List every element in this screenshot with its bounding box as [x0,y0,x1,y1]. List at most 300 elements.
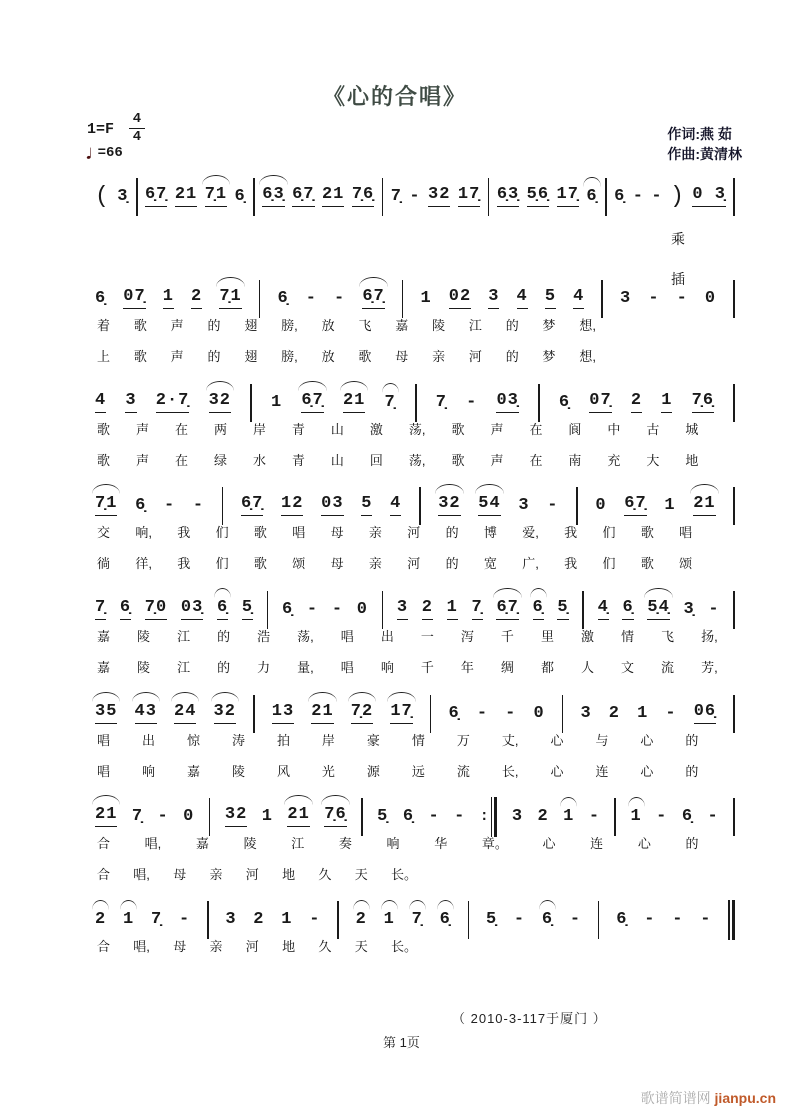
note-token: 7̣1 [205,185,227,207]
lyric-syllable: 翅 [244,318,258,333]
note-token: 4 [95,391,106,413]
system-5 [95,700,735,779]
barline [361,798,363,836]
lyric-syllable: 唱 [340,629,354,644]
note-token: 6̣ [448,704,460,723]
lyric-syllable: 心 [640,733,654,748]
lyric-syllable: 人 [580,660,594,675]
note-token: 2·7̣ [156,391,190,413]
lyric-syllable: 绿 [213,453,227,468]
lyric-syllable: 们 [602,556,616,571]
lyric-syllable: 宽 [483,556,497,571]
lyric-syllable: 母 [330,556,344,571]
note-token: 7̣ [150,910,163,929]
note-token: 17̣ [557,185,579,207]
lyric-syllable: 亲 [368,556,382,571]
lyric-syllable: 里 [540,629,554,644]
barline [733,695,735,733]
lyric-syllable: 的 [685,836,699,851]
note-token: 7̣1 [95,494,117,516]
note-token: 7̣6̣ [352,185,374,207]
lyric-syllable: 连 [595,764,609,779]
note-token: - [192,496,205,515]
lyric-syllable: 想, [579,318,596,333]
lyric-syllable: 回 [369,453,383,468]
note-token: 21 [95,805,117,827]
lyric-syllable: 都 [540,660,554,675]
lyric-syllable: 情 [621,629,635,644]
note-token: 2 [608,704,620,723]
barline [733,384,735,422]
barline [614,798,616,836]
system-1 [95,285,735,364]
note-token: - [656,807,668,826]
lyric-syllable: 爱, [522,525,539,540]
note-token: 32 [214,702,236,724]
note-token: 0 [183,807,195,826]
note-token: 6̣7̣ [624,494,646,516]
note-token: - [547,496,559,515]
note-token: 7̣0 [145,598,167,620]
lyric-syllable: 流 [661,660,675,675]
note-token: 32 [438,494,460,516]
lyric-syllable: 心 [550,764,564,779]
lyric-line [97,553,692,572]
note-token: 03̣ [496,391,518,413]
lyric-syllable: 们 [602,525,616,540]
lyric-syllable: 情 [411,733,425,748]
lyric-syllable: 浩 [257,629,271,644]
note-token: 6̣ [533,598,544,620]
note-token: 1 [281,910,293,929]
lyric-syllable: 博 [483,525,497,540]
note-token: 12 [281,494,303,516]
note-token: - [707,807,719,826]
note-token: 1 [447,598,458,620]
note-token: - [672,910,684,929]
lyric-line [97,833,699,852]
note-token: 6̣ [95,289,107,308]
barline [222,487,224,525]
notation-line [95,906,735,930]
lyric-syllable: 歌 [358,349,372,364]
lyric-syllable: 唱 [97,764,111,779]
lyric-syllable: 歌 [133,349,147,364]
system-4 [95,596,735,675]
note-token: 4 [573,287,584,309]
note-token: 3 [620,289,632,308]
lyric-syllable: 歌 [640,525,654,540]
lyric-syllable: 的 [505,349,519,364]
lyric-syllable: 梦 [542,349,556,364]
barline [562,695,564,733]
note-token: 2 [253,910,265,929]
note-token: 02 [449,287,471,309]
date-note: （ 2010-3-117于厦门 ） [452,1011,607,1026]
system-7 [95,906,735,954]
note-token: 2 [631,391,642,413]
lyric-syllable: 陵 [137,629,151,644]
note-token: 07̣ [589,391,611,413]
note-token: 21 [343,391,365,413]
lyric-syllable: 天 [354,939,368,954]
note-token: 0 3̣ [692,185,726,207]
lyric-syllable: 声 [490,453,504,468]
lyric-syllable: 的 [217,660,231,675]
lyric-syllable: 徜 [97,556,111,571]
lyric-syllable: 山 [330,453,344,468]
lyric-syllable: 万 [456,733,470,748]
note-token: 21 [311,702,333,724]
lyric-syllable: 连 [590,836,604,851]
lyric-syllable: 母 [395,349,409,364]
composer-credit: 作曲:黄清林 [667,146,742,162]
note-token: 32 [225,805,247,827]
lyric-syllable: 声 [490,422,504,437]
lyric-syllable: 豪 [366,733,380,748]
note-token: 6̣7̣ [292,185,314,207]
lyric-syllable: 天 [354,867,368,882]
note-token: 6̣7̣ [496,598,518,620]
lyric-syllable: 我 [564,556,578,571]
time-signature [129,112,145,145]
lyric-syllable: 广, [522,556,539,571]
note-token: 6̣ [120,598,131,620]
lyric-syllable: 奏 [338,836,352,851]
note-token: 3̣ [683,600,695,619]
song-title: 《心的合唱》 [322,84,467,109]
note-token: 0 [704,289,717,308]
note-token: 6̣ [402,807,415,826]
lyric-syllable: 激 [580,629,594,644]
barline [207,901,209,939]
lyric-syllable: 亲 [432,349,446,364]
barline [337,901,339,939]
system-3 [95,492,735,571]
barline [430,695,432,733]
lyric-syllable: 青 [291,422,305,437]
key-signature: 1=F [87,121,115,138]
note-token: 7̣ [131,807,144,826]
note-token: 7̣ [390,187,402,206]
lyric-syllable: 文 [621,660,635,675]
lyric-syllable: 源 [366,764,380,779]
notation-line [95,803,735,827]
lyric-syllable: 扬, [701,629,718,644]
lyric-syllable: 的 [505,318,519,333]
note-token: 1 [420,289,432,308]
barline [253,695,255,733]
lyric-syllable: 量, [297,660,314,675]
lyric-syllable: 徉, [135,556,152,571]
lyric-syllable: 岸 [321,733,335,748]
lyric-syllable: 亲 [209,867,223,882]
note-token: - [476,704,489,723]
note-token: 1 [630,807,642,826]
lyric-line [97,450,699,469]
note-token: - [157,807,169,826]
note-token: - [513,910,526,929]
lyric-syllable: 山 [330,422,344,437]
lyric-line [97,936,417,955]
note-token: 6̣ [614,187,626,206]
barline [601,280,603,318]
lyric-syllable: 出 [141,733,155,748]
system-2 [95,389,735,468]
note-token: 6̣7̣ [301,391,323,413]
note-token: 1 [664,496,676,515]
barline [253,178,255,216]
lyric-syllable: 地 [282,939,296,954]
lyric-syllable: 上 [97,349,111,364]
note-token: 5̣ [557,598,568,620]
lyric-syllable: 江 [291,836,305,851]
lyric-syllable: 拍 [276,733,290,748]
barline [582,591,584,629]
lyric-line [97,864,417,883]
note-token: 21 [693,494,715,516]
lyric-syllable: 膀, [281,349,298,364]
time-signature-numerator: 4 [129,112,145,129]
lyric-syllable: 阆 [568,422,582,437]
note-token: - [334,289,346,308]
lyric-syllable: 歌 [253,525,267,540]
lyric-syllable: 与 [595,733,609,748]
note-token: 6̣ [217,598,228,620]
lyricist-credit: 作词:燕 茹 [667,126,732,142]
note-token: - [708,600,720,619]
final-barline [728,900,735,940]
note-token: - [454,807,466,826]
lyric-syllable: 江 [177,629,191,644]
note-token: 4̣ [598,598,609,620]
note-token: 06̣ [694,702,716,724]
note-token: ( [95,183,110,209]
note-token: 3 [488,287,499,309]
lyric-syllable: 的 [217,629,231,644]
note-token: 2 [537,807,549,826]
note-token: 32 [428,185,450,207]
note-token: - [569,910,582,929]
lyric-syllable: 陵 [231,764,245,779]
lyric-syllable: 河 [407,556,421,571]
note-token: - [665,704,677,723]
lyric-syllable: 我 [564,525,578,540]
note-token: - [676,289,688,308]
lyric-syllable: 河 [468,349,482,364]
barline [415,384,417,422]
notation-line [95,183,735,207]
note-token: 3 [125,391,136,413]
tempo-value: =66 [97,145,123,161]
page-number: 第 1页 [383,1035,420,1050]
barline [402,280,404,318]
note-token: 6̣ [558,393,571,412]
note-token: 6̣ [541,910,554,929]
lyric-syllable: 久 [318,867,332,882]
note-token: 43 [135,702,157,724]
barline [382,591,384,629]
watermark-domain: jianpu.cn [714,1090,776,1106]
lyric-syllable: 心 [542,836,556,851]
watermark [641,1088,776,1108]
credits [667,124,742,164]
note-token: 6̣ [586,187,598,206]
lyric-line [97,419,699,438]
lyric-syllable: 声 [135,422,149,437]
note-token: 6̣ [277,289,289,308]
lyric-syllable: 长, [501,764,519,779]
barline [733,591,735,629]
note-token: - [428,807,440,826]
lyric-syllable: 唱 [97,733,111,748]
lyric-syllable: 的 [445,556,459,571]
lyric-syllable: 在 [174,422,188,437]
barline [733,280,735,318]
lyric-syllable: 歌 [97,453,111,468]
lyric-syllable: 声 [170,318,184,333]
lyric-syllable: 华 [434,836,448,851]
barline [538,384,540,422]
system-6 [95,803,735,882]
note-token: 1 [563,807,575,826]
lyric-syllable: 远 [411,764,425,779]
lyric-syllable: 流 [456,764,470,779]
lyric-syllable: 歌 [133,318,147,333]
note-token: 6̣ [681,807,694,826]
lyric-syllable: 地 [282,867,296,882]
note-token: - [409,187,421,206]
lyric-syllable: 响 [141,764,155,779]
note-token: 24 [174,702,196,724]
lyric-syllable: 嘉 [195,836,209,851]
lyric-syllable: 亲 [368,525,382,540]
lyric-syllable: 荡, [297,629,314,644]
barline [136,178,138,216]
note-token: 7̣ [435,393,447,412]
note-token: 0 [533,704,545,723]
lyric-syllable: 古 [646,422,660,437]
lyric-syllable: 大 [646,453,660,468]
lyric-syllable: 声 [135,453,149,468]
note-token: 35 [95,702,117,724]
note-token: 5̣ [242,598,253,620]
lyric-syllable: 出 [380,629,394,644]
barline [250,384,252,422]
lyric-syllable: 芳, [701,660,718,675]
lyric-syllable: 颂 [679,556,693,571]
note-token: 2 [95,910,107,929]
note-token: - [651,187,663,206]
lyric-line [97,761,699,780]
note-token: 6̣7̣ [362,287,384,309]
note-token: 4 [517,287,528,309]
lyric-syllable: 们 [215,556,229,571]
lyric-syllable: 放 [321,318,335,333]
verse-pickup-word: 乘 [671,231,685,247]
note-token: - [309,910,321,929]
lyric-syllable: 嘉 [97,629,111,644]
note-token: 3̣ [117,187,129,206]
note-token: - [588,807,601,826]
lyric-syllable: 合 [97,836,111,851]
lyric-syllable: 母 [173,939,187,954]
lyric-syllable: 荡, [408,453,426,468]
note-token: 0 [595,496,607,515]
note-token: 0 [356,600,368,619]
barline [488,178,490,216]
note-token: - [648,289,660,308]
lyric-syllable: 飞 [358,318,372,333]
lyric-syllable: 城 [685,422,699,437]
lyric-syllable: 梦 [542,318,556,333]
lyric-syllable: 在 [529,422,543,437]
lyric-syllable: 千 [420,660,434,675]
note-token: 5 [361,494,372,516]
note-token: 7̣ [472,598,483,620]
tempo-marking [84,143,123,166]
lyric-syllable: 歌 [640,556,654,571]
lyric-syllable: 唱 [340,660,354,675]
note-token: 6̣3̣ [497,185,519,207]
notation-line [95,492,735,516]
lyric-syllable: 飞 [661,629,675,644]
note-token: - [700,910,712,929]
lyric-syllable: 岸 [252,422,266,437]
note-token: 5̣6̣ [527,185,549,207]
note-token: 1 [661,391,672,413]
note-token: - [178,910,191,929]
lyric-syllable: 唱, [133,867,150,882]
lyric-syllable: 章。 [481,836,508,851]
barline [382,178,384,216]
barline [733,487,735,525]
lyric-syllable: 歌 [451,453,465,468]
note-token: 3 [580,704,592,723]
lyric-syllable: 光 [321,764,335,779]
lyric-syllable: 风 [276,764,290,779]
lyric-syllable: 亲 [209,939,223,954]
note-token: 07̣ [123,287,145,309]
lyric-line [97,626,718,645]
lyric-syllable: 泻 [460,629,474,644]
note-token: 17̣ [390,702,412,724]
barline [733,178,735,216]
lyric-syllable: 们 [215,525,229,540]
barline [733,798,735,836]
lyric-syllable: 着 [97,318,111,333]
lyric-syllable: 绸 [500,660,514,675]
barline [598,901,600,939]
lyric-syllable: 声 [170,349,184,364]
lyric-syllable: 青 [291,453,305,468]
note-token: 6̣ [439,910,451,929]
note-token: 32 [209,391,231,413]
notation-line [95,389,735,413]
quarter-note-icon: ♩ [84,143,97,166]
lyric-syllable: 江 [177,660,191,675]
barline [576,487,578,525]
lyric-syllable: 的 [685,733,699,748]
barline [468,901,470,939]
lyric-syllable: 响 [380,660,394,675]
lyric-syllable: 中 [607,422,621,437]
lyric-syllable: 心 [637,836,651,851]
repeat-barline: : [480,797,498,837]
note-token: 3 [225,910,237,929]
lyric-syllable: 丈, [501,733,519,748]
lyric-syllable: 陵 [137,660,151,675]
